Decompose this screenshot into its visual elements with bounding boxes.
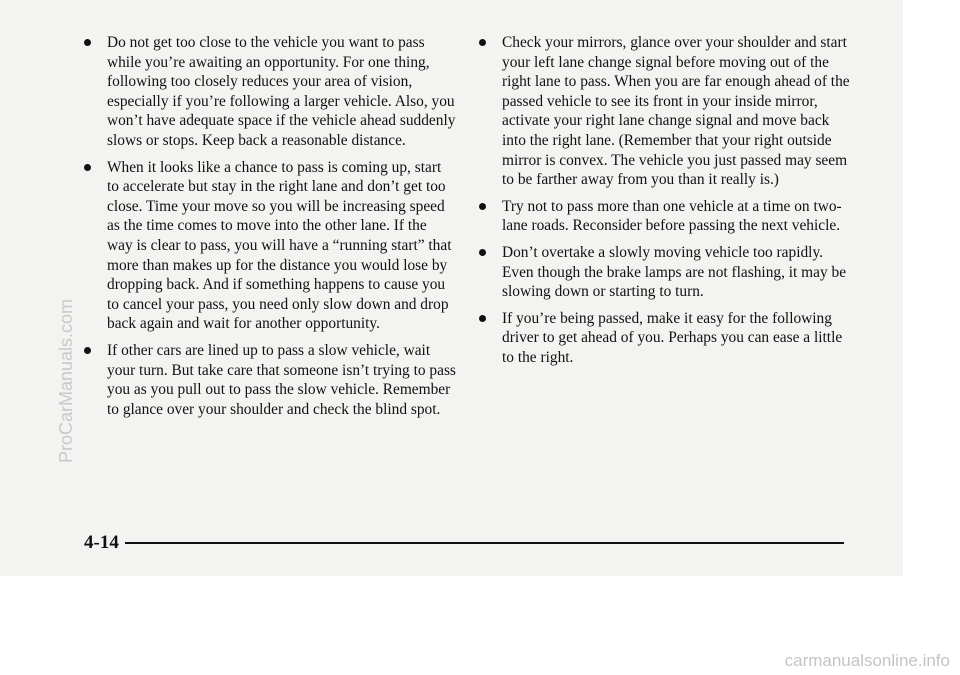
bullet-text: Check your mirrors, glance over your shoulder and start your left lane change signal before moving out of the right lane to pass. When you are far enough ahead of the passed vehicle to see its front in your inside mirror, activate your right lane change signal and move back into the right lane. (Remember that your right outside mirror is convex. The vehicle you just passed may seem to be farther away from you than it really is.)	[502, 34, 850, 189]
bullet-item	[84, 158, 456, 334]
bullet-icon	[479, 315, 486, 322]
footer-rule	[125, 542, 844, 544]
left-column	[84, 33, 456, 426]
bullet-text: Try not to pass more than one vehicle at a time on two-lane roads. Reconsider before passing the next vehicle.	[502, 197, 842, 235]
side-watermark: ProCarManuals.com	[56, 298, 76, 463]
bullet-icon	[479, 39, 486, 46]
bullet-icon	[84, 347, 91, 354]
bullet-item	[479, 309, 853, 368]
bottom-watermark: carmanualsonline.info	[784, 651, 950, 670]
bullet-text: When it looks like a chance to pass is coming up, start to accelerate but stay in the right lane and don’t get too close. Time your move so you will be increasing speed as the time comes to move into the other lane. If the way is clear to pass, you will have a “running start” that more than makes up for the distance you would lose by dropping back. And if something happens to cause you to cancel your pass, you need only slow down and drop back again and wait for another opportunity.	[107, 158, 452, 333]
bullet-item	[479, 33, 853, 190]
bullet-text: Don’t overtake a slowly moving vehicle too rapidly. Even though the brake lamps are not flashing, it may be slowing down or starting to turn.	[502, 243, 847, 301]
bullet-item	[84, 341, 456, 419]
bullet-text: If other cars are lined up to pass a slow vehicle, wait your turn. But take care that someone isn’t trying to pass you as you pull out to pass the slow vehicle. Remember to glance over your shoulder and check the blind spot.	[107, 341, 456, 418]
bullet-item	[84, 33, 456, 151]
page-footer	[84, 530, 844, 556]
bullet-item	[479, 197, 853, 236]
right-column	[479, 33, 853, 375]
bullet-item	[479, 243, 853, 302]
bullet-icon	[479, 249, 486, 256]
bullet-icon	[479, 203, 486, 210]
bullet-text: If you’re being passed, make it easy for the following driver to get ahead of you. Perhaps you can ease a little to the right.	[502, 309, 843, 366]
bullet-icon	[84, 164, 91, 171]
bullet-text: Do not get too close to the vehicle you want to pass while you’re awaiting an opportunity. For one thing, following too closely reduces your area of vision, especially if you’re following a larger vehicle. Also, you won’t have adequate space if the vehicle ahead suddenly slows or stops. Keep back a reasonable distance.	[107, 34, 456, 149]
page-number: 4-14	[84, 532, 119, 553]
bullet-icon	[84, 39, 91, 46]
